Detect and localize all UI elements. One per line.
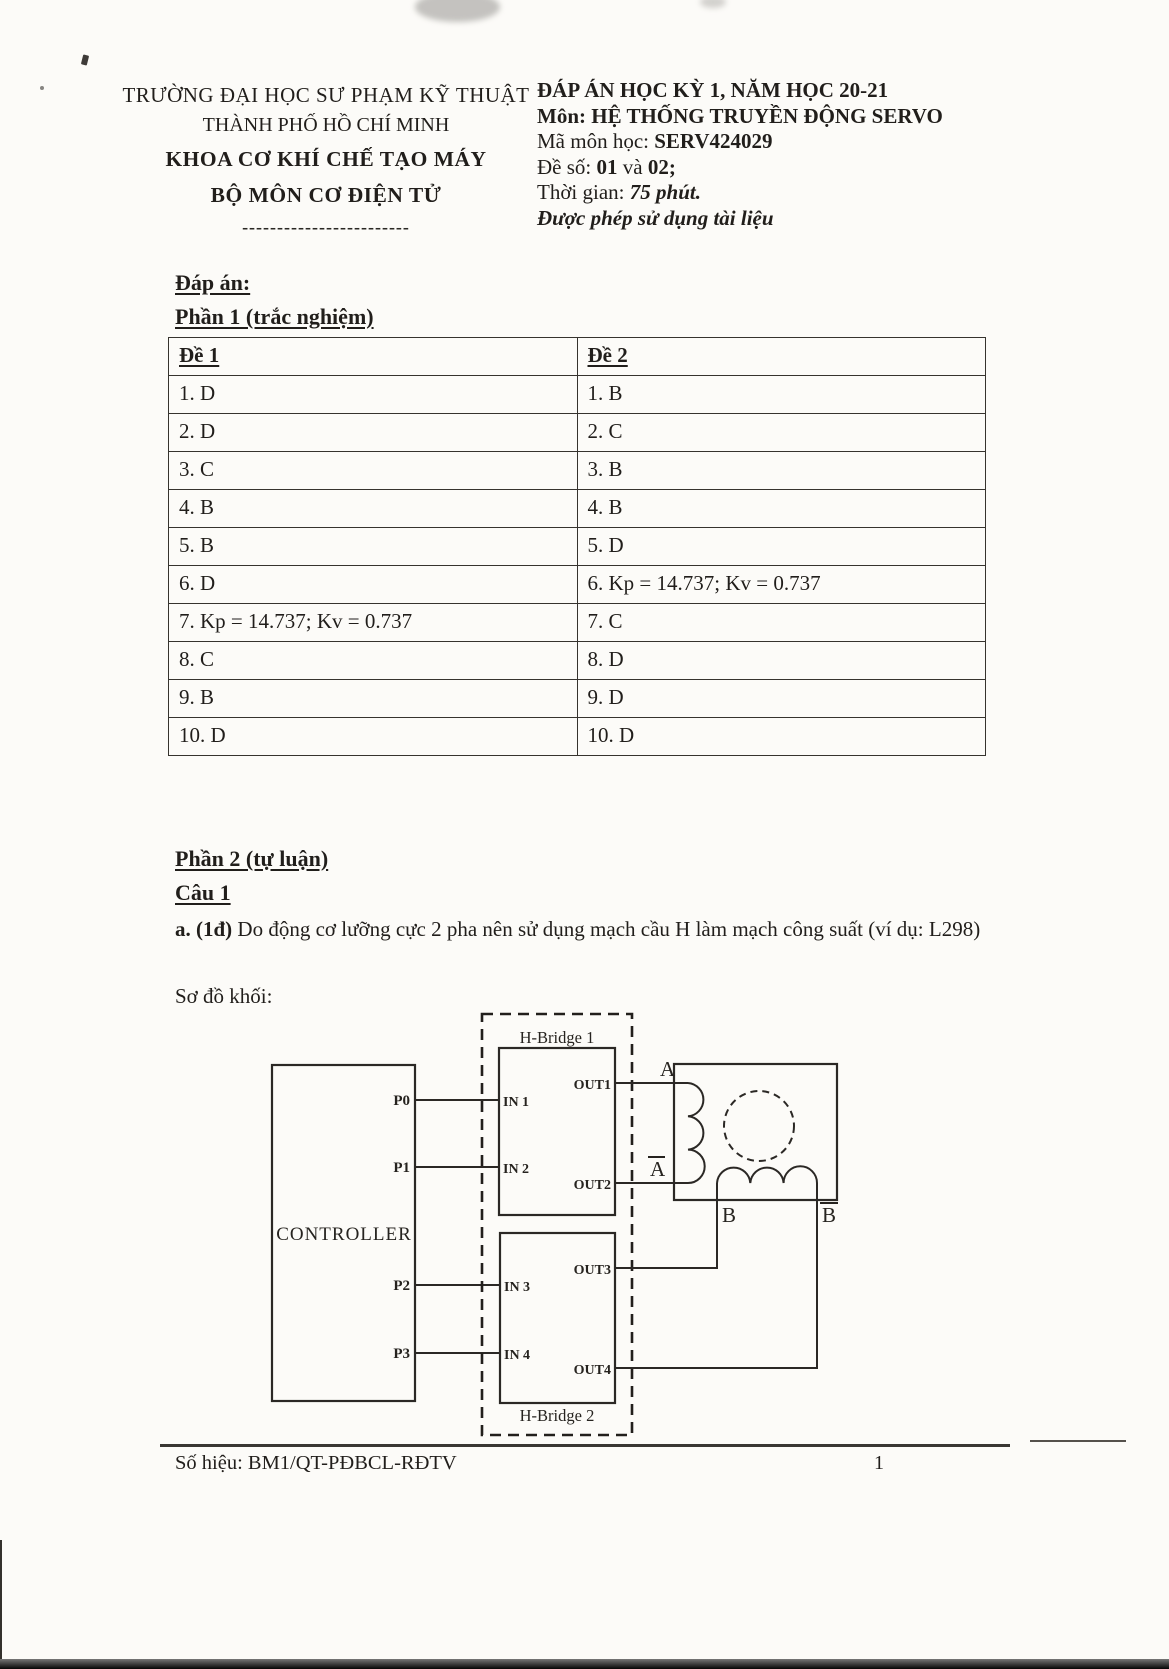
open-book-note: Được phép sử dụng tài liệu	[537, 205, 774, 230]
in3-label: IN 3	[504, 1280, 531, 1295]
table-cell: 1. B	[577, 376, 986, 414]
duration-value: 75 phút.	[629, 180, 701, 204]
faculty-name: KHOA CƠ KHÍ CHẾ TẠO MÁY	[165, 147, 487, 171]
hbridge2-label: H-Bridge 2	[519, 1406, 595, 1425]
pin-p1-label: P1	[393, 1160, 410, 1176]
footer-divider-line	[160, 1444, 1010, 1447]
exam-number-and: và	[622, 154, 643, 179]
table-row	[169, 718, 986, 756]
question1-heading: Câu 1	[175, 880, 231, 905]
footer-divider-line-segment	[1030, 1440, 1126, 1442]
exam-number-label: Đề số:	[537, 154, 592, 179]
table-header-row	[169, 338, 986, 376]
exam-number-1: 01	[596, 154, 618, 179]
part1-heading: Phần 1 (trắc nghiệm)	[175, 304, 374, 329]
phase-a-bar-label: A	[650, 1157, 666, 1181]
in1-label: IN 1	[503, 1095, 530, 1110]
department-name: BỘ MÔN CƠ ĐIỆN TỬ	[210, 183, 442, 207]
answer-a-text: Do động cơ lưỡng cực 2 pha nên sử dụng mạch cầu H làm mạch công suất (ví dụ: L298)	[237, 917, 981, 941]
exam-number-line	[537, 155, 1017, 181]
table-row	[169, 376, 986, 414]
block-diagram	[250, 1000, 870, 1445]
table-row	[169, 604, 986, 642]
in4-label: IN 4	[504, 1348, 531, 1363]
scan-bottom-edge-band	[0, 1659, 1169, 1669]
table-cell: 7. C	[577, 604, 986, 642]
table-cell: 10. D	[577, 718, 986, 756]
answer-a-prefix: a.	[175, 917, 191, 941]
controller-label: CONTROLLER	[276, 1224, 412, 1245]
table-cell: 7. Kp = 14.737; Kv = 0.737	[169, 604, 578, 642]
table-cell: 5. B	[169, 528, 578, 566]
table-cell: 3. C	[169, 452, 578, 490]
table-row	[169, 642, 986, 680]
winding-a-coil	[688, 1083, 705, 1183]
table-row	[169, 490, 986, 528]
winding-b-coil	[717, 1166, 817, 1183]
table-cell: 4. B	[577, 490, 986, 528]
subject-value: HỆ THỐNG TRUYỀN ĐỘNG SERVO	[591, 103, 943, 128]
subject-line	[537, 104, 1017, 130]
table-cell: 9. B	[169, 680, 578, 718]
table-cell: 6. D	[169, 566, 578, 604]
subject-label: Môn:	[537, 103, 586, 128]
answer-a-paragraph	[175, 914, 1020, 945]
phase-b-bar-label: B	[822, 1203, 837, 1227]
answers-table	[168, 337, 986, 756]
hbridge1-label: H-Bridge 1	[519, 1028, 595, 1047]
table-cell: 5. D	[577, 528, 986, 566]
footer-doc-id: Số hiệu: BM1/QT-PĐBCL-RĐTV	[175, 1452, 457, 1474]
phase-b-label: B	[722, 1203, 737, 1227]
table-cell: 10. D	[169, 718, 578, 756]
exam-title: ĐÁP ÁN HỌC KỲ 1, NĂM HỌC 20-21	[537, 78, 889, 102]
in2-label: IN 2	[503, 1162, 530, 1177]
answer-a-points: (1đ)	[196, 917, 233, 941]
table-cell: 6. Kp = 14.737; Kv = 0.737	[577, 566, 986, 604]
out1-label: OUT1	[573, 1078, 611, 1093]
duration-line	[537, 180, 1017, 206]
out3-label: OUT3	[573, 1263, 611, 1278]
diagram-intro: Sơ đồ khối:	[175, 984, 273, 1008]
university-name-line2: THÀNH PHỐ HỒ CHÍ MINH	[202, 114, 450, 136]
pin-p2-label: P2	[393, 1278, 410, 1294]
part2-heading: Phần 2 (tự luận)	[175, 846, 329, 871]
course-code-value: SERV424029	[654, 129, 773, 153]
table-row	[169, 528, 986, 566]
course-code-label: Mã môn học:	[537, 129, 649, 153]
header-right-block	[537, 78, 1017, 231]
phase-a-label: A	[660, 1057, 676, 1081]
table-row	[169, 680, 986, 718]
table-cell: 2. D	[169, 414, 578, 452]
scan-smudge-top	[415, 0, 500, 22]
header-dashed-divider: ------------------------	[242, 217, 410, 237]
header-left-block	[112, 80, 540, 242]
col-header-de1: Đề 1	[169, 338, 578, 376]
wire-out3-b	[615, 1183, 717, 1268]
table-cell: 2. C	[577, 414, 986, 452]
answers-heading: Đáp án:	[175, 270, 251, 295]
exam-number-2: 02;	[647, 154, 676, 179]
scan-left-edge-line	[0, 1540, 2, 1669]
out4-label: OUT4	[573, 1363, 611, 1378]
scan-mark-top-left	[81, 54, 89, 65]
table-row	[169, 452, 986, 490]
pin-p0-label: P0	[393, 1093, 410, 1109]
out2-label: OUT2	[573, 1178, 611, 1193]
table-cell: 3. B	[577, 452, 986, 490]
footer-page-number: 1	[874, 1452, 884, 1474]
table-cell: 1. D	[169, 376, 578, 414]
university-name-line1: TRƯỜNG ĐẠI HỌC SƯ PHẠM KỸ THUẬT	[122, 83, 530, 107]
table-cell: 8. D	[577, 642, 986, 680]
table-cell: 8. C	[169, 642, 578, 680]
rotor-circle	[724, 1091, 794, 1161]
table-cell: 4. B	[169, 490, 578, 528]
table-cell: 9. D	[577, 680, 986, 718]
scan-dot-top-left	[40, 86, 44, 90]
course-code-line	[537, 129, 1017, 155]
duration-label: Thời gian:	[537, 180, 625, 204]
scan-smudge-top-right	[700, 0, 726, 8]
table-row	[169, 414, 986, 452]
table-row	[169, 566, 986, 604]
col-header-de2: Đề 2	[577, 338, 986, 376]
pin-p3-label: P3	[393, 1346, 410, 1362]
